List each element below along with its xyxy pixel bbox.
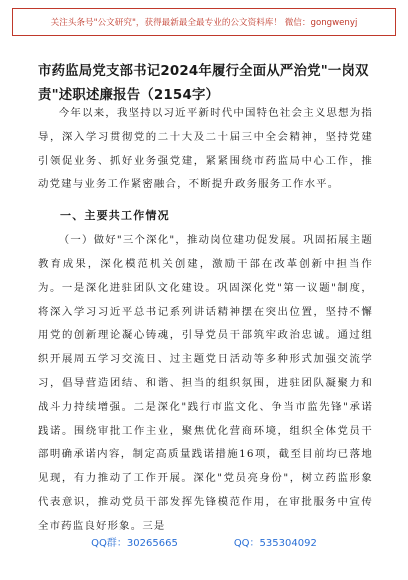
document-title: 市药监局党支部书记2024年履行全面从严治党"一岗双责"述职述廉报告（2154字）: [38, 64, 369, 103]
intro-paragraph: 今年以来，我坚持以习近平新时代中国特色社会主义思想为指导，深入学习贯彻党的二十大及二十届三中全会精神，坚持党建引领促业务、抓好业务强党建，紧紧围绕市药监局中心工作，推动党建与业务工作紧密融合，不断提升政务服务工作水平。: [38, 107, 373, 191]
section-heading: 一、主要共工作情况: [60, 209, 170, 223]
qq-contact-link[interactable]: QQ：535304092: [233, 538, 317, 549]
document-body: [38, 102, 373, 539]
banner-text: 关注头条号"公文研究"，获得最新最全最专业的公文资料库！ 微信：gongwenyj: [50, 18, 358, 28]
section-paragraph: （一）做好"三个深化"，推动岗位建功促发展。巩固拓展主题教育成果，深化模范机关创建，激励干部在改革创新中担当作为。一是深化进驻团队文化建设。巩固深化党"第一议题"制度，将深入学习习近平总书记系列讲话精神摆在突出位置，坚持不懈用党的创新理论凝心铸魂，引导党员干部筑牢政治忠诚。通过组织开展周五学习交流日、过主题党日活动等多种形式加强交流学习，倡导营造团结、和谐、担当的组织氛围，进驻团队凝聚力和战斗力持续增强。二是深化"践行市监文化、争当市监先锋"承诺践诺。围绕审批工作主业，聚焦优化营商环境，组织全体党员干部明确承诺内容，制定高质量践诺措施16项，截至目前均已落地见现，有力推动了工作开展。深化"党员亮身份"，树立药监形象代表意识，推动党员干部发挥先锋模范作用，在审批服务中宣传全市药监良好形象。三是: [38, 234, 373, 532]
qq-group-link[interactable]: QQ群：30265665: [91, 538, 178, 549]
header-banner: [12, 8, 396, 36]
footer: [0, 534, 408, 554]
